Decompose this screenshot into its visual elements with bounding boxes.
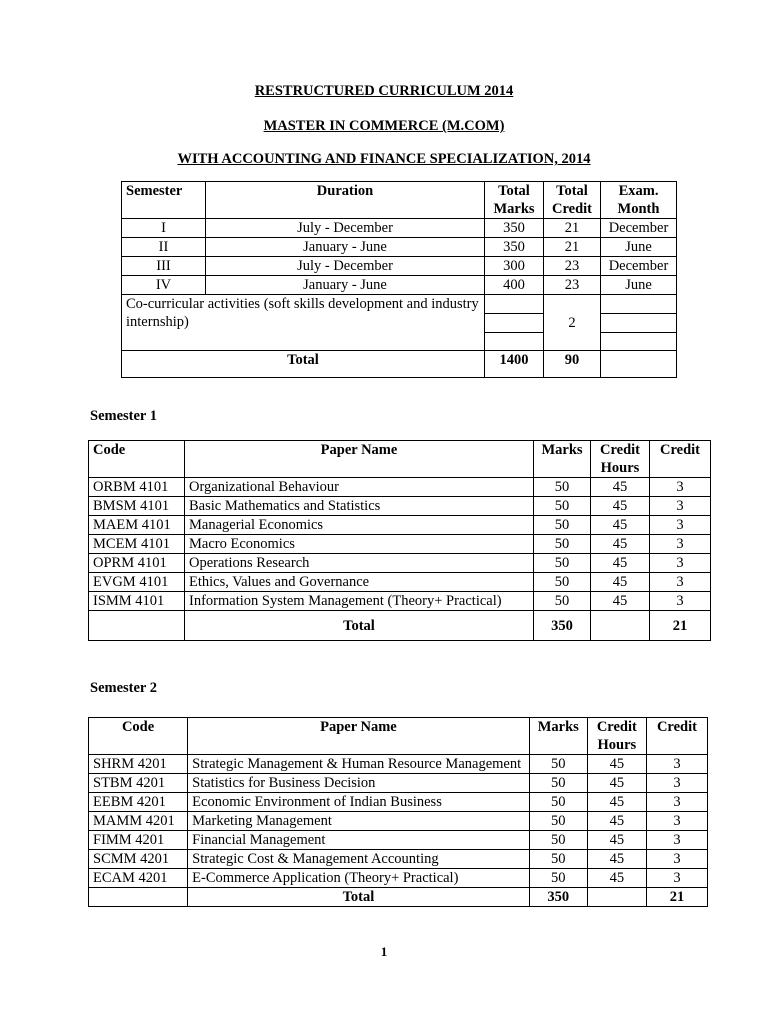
- credit-cell: 3: [646, 831, 707, 850]
- paper-name-cell: Strategic Management & Human Resource Management: [188, 755, 530, 774]
- empty-cell: [485, 295, 544, 314]
- table-row: [122, 238, 677, 257]
- semester-2-header-row: [89, 718, 708, 755]
- marks-cell: 50: [529, 755, 587, 774]
- table-row: [89, 535, 711, 554]
- hours-cell: 45: [587, 793, 646, 812]
- empty-cell: [485, 333, 544, 351]
- credit-cell: 3: [646, 793, 707, 812]
- credit-cell: 3: [646, 869, 707, 888]
- code-cell: ISMM 4101: [89, 592, 185, 611]
- marks-cell: 50: [534, 573, 591, 592]
- header-paper-name: Paper Name: [185, 441, 534, 478]
- hours-cell: 45: [587, 869, 646, 888]
- empty-cell: [601, 333, 677, 351]
- marks-cell: 400: [485, 276, 544, 295]
- hours-cell: 45: [587, 755, 646, 774]
- marks-cell: 350: [485, 219, 544, 238]
- semester-1-label: Semester 1: [90, 408, 157, 424]
- credit-cell: 3: [646, 812, 707, 831]
- semester-1-total-row: [89, 611, 711, 641]
- empty-cell: [591, 611, 650, 641]
- marks-cell: 50: [534, 497, 591, 516]
- hours-cell: 45: [591, 535, 650, 554]
- code-cell: ORBM 4101: [89, 478, 185, 497]
- total-credit: 21: [646, 888, 707, 907]
- paper-name-cell: Macro Economics: [185, 535, 534, 554]
- paper-name-cell: Ethics, Values and Governance: [185, 573, 534, 592]
- paper-name-cell: Strategic Cost & Management Accounting: [188, 850, 530, 869]
- table-row: [89, 831, 708, 850]
- marks-cell: 300: [485, 257, 544, 276]
- code-cell: EEBM 4201: [89, 793, 188, 812]
- code-cell: OPRM 4101: [89, 554, 185, 573]
- table-row: [89, 592, 711, 611]
- header-exam-month: Exam. Month: [601, 182, 677, 219]
- header-credit: Credit: [650, 441, 711, 478]
- duration-cell: January - June: [206, 238, 485, 257]
- credit-cell: 3: [650, 478, 711, 497]
- table-row: [89, 812, 708, 831]
- code-cell: MAEM 4101: [89, 516, 185, 535]
- credit-cell: 3: [650, 573, 711, 592]
- header-total-marks: Total Marks: [485, 182, 544, 219]
- cocurricular-label: Co-curricular activities (soft skills development and industry internship): [122, 295, 485, 351]
- code-cell: STBM 4201: [89, 774, 188, 793]
- hours-cell: 45: [591, 554, 650, 573]
- marks-cell: 50: [534, 554, 591, 573]
- semester-cell: I: [122, 219, 206, 238]
- code-cell: MCEM 4101: [89, 535, 185, 554]
- table-row: [89, 774, 708, 793]
- table-row: [89, 554, 711, 573]
- summary-total-row: [122, 351, 677, 378]
- paper-name-cell: Statistics for Business Decision: [188, 774, 530, 793]
- cocurricular-credit: 2: [544, 295, 601, 351]
- empty-cell: [89, 888, 188, 907]
- table-row: [89, 497, 711, 516]
- duration-cell: July - December: [206, 219, 485, 238]
- semester-2-label: Semester 2: [90, 680, 157, 696]
- code-cell: SHRM 4201: [89, 755, 188, 774]
- hours-cell: 45: [587, 812, 646, 831]
- empty-cell: [601, 351, 677, 378]
- hours-cell: 45: [591, 516, 650, 535]
- marks-cell: 50: [529, 869, 587, 888]
- table-row: [89, 793, 708, 812]
- header-code: Code: [89, 441, 185, 478]
- credit-cell: 23: [544, 276, 601, 295]
- marks-cell: 50: [529, 812, 587, 831]
- hours-cell: 45: [591, 592, 650, 611]
- credit-cell: 3: [650, 535, 711, 554]
- paper-name-cell: Operations Research: [185, 554, 534, 573]
- table-row: [89, 869, 708, 888]
- cocurricular-row: [122, 295, 677, 314]
- credit-cell: 3: [650, 592, 711, 611]
- paper-name-cell: E-Commerce Application (Theory+ Practical): [188, 869, 530, 888]
- total-credit: 90: [544, 351, 601, 378]
- total-label: Total: [188, 888, 530, 907]
- credit-cell: 3: [650, 497, 711, 516]
- specialization-title: WITH ACCOUNTING AND FINANCE SPECIALIZATION, 2014: [177, 151, 591, 167]
- semester-cell: III: [122, 257, 206, 276]
- total-credit: 21: [650, 611, 711, 641]
- header-credit-hours: Credit Hours: [591, 441, 650, 478]
- hours-cell: 45: [591, 478, 650, 497]
- paper-name-cell: Marketing Management: [188, 812, 530, 831]
- credit-cell: 3: [650, 554, 711, 573]
- table-row: [122, 219, 677, 238]
- paper-name-cell: Economic Environment of Indian Business: [188, 793, 530, 812]
- month-cell: June: [601, 238, 677, 257]
- header-total-credit: Total Credit: [544, 182, 601, 219]
- month-cell: December: [601, 219, 677, 238]
- empty-cell: [587, 888, 646, 907]
- code-cell: MAMM 4201: [89, 812, 188, 831]
- header-semester: Semester: [122, 182, 206, 219]
- table-row: [89, 755, 708, 774]
- paper-name-cell: Basic Mathematics and Statistics: [185, 497, 534, 516]
- header-duration: Duration: [206, 182, 485, 219]
- header-paper-name: Paper Name: [188, 718, 530, 755]
- table-row: [89, 478, 711, 497]
- hours-cell: 45: [591, 497, 650, 516]
- hours-cell: 45: [587, 831, 646, 850]
- hours-cell: 45: [587, 850, 646, 869]
- semester-2-total-row: [89, 888, 708, 907]
- marks-cell: 50: [534, 478, 591, 497]
- marks-cell: 50: [529, 831, 587, 850]
- curriculum-title: RESTRUCTURED CURRICULUM 2014: [254, 83, 514, 99]
- table-row: [122, 257, 677, 276]
- page-number: 1: [380, 944, 388, 959]
- duration-cell: January - June: [206, 276, 485, 295]
- marks-cell: 50: [529, 793, 587, 812]
- summary-header-row: [122, 182, 677, 219]
- header-code: Code: [89, 718, 188, 755]
- month-cell: December: [601, 257, 677, 276]
- month-cell: June: [601, 276, 677, 295]
- total-marks: 350: [534, 611, 591, 641]
- semester-cell: IV: [122, 276, 206, 295]
- marks-cell: 50: [529, 850, 587, 869]
- degree-title: MASTER IN COMMERCE (M.COM): [263, 118, 505, 134]
- header-marks: Marks: [529, 718, 587, 755]
- total-label: Total: [122, 351, 485, 378]
- code-cell: EVGM 4101: [89, 573, 185, 592]
- table-row: [89, 516, 711, 535]
- duration-cell: July - December: [206, 257, 485, 276]
- empty-cell: [485, 314, 544, 333]
- table-row: [122, 276, 677, 295]
- code-cell: SCMM 4201: [89, 850, 188, 869]
- semester-cell: II: [122, 238, 206, 257]
- semester-1-table: [88, 440, 711, 641]
- hours-cell: 45: [591, 573, 650, 592]
- credit-cell: 3: [646, 850, 707, 869]
- code-cell: BMSM 4101: [89, 497, 185, 516]
- empty-cell: [601, 314, 677, 333]
- summary-table: [121, 181, 677, 378]
- credit-cell: 3: [650, 516, 711, 535]
- total-marks: 1400: [485, 351, 544, 378]
- empty-cell: [89, 611, 185, 641]
- marks-cell: 350: [485, 238, 544, 257]
- semester-1-header-row: [89, 441, 711, 478]
- marks-cell: 50: [529, 774, 587, 793]
- paper-name-cell: Managerial Economics: [185, 516, 534, 535]
- marks-cell: 50: [534, 516, 591, 535]
- credit-cell: 3: [646, 755, 707, 774]
- paper-name-cell: Information System Management (Theory+ Practical): [185, 592, 534, 611]
- table-row: [89, 850, 708, 869]
- credit-cell: 23: [544, 257, 601, 276]
- credit-cell: 21: [544, 219, 601, 238]
- semester-2-table: [88, 717, 708, 907]
- code-cell: ECAM 4201: [89, 869, 188, 888]
- hours-cell: 45: [587, 774, 646, 793]
- code-cell: FIMM 4201: [89, 831, 188, 850]
- paper-name-cell: Organizational Behaviour: [185, 478, 534, 497]
- credit-cell: 3: [646, 774, 707, 793]
- empty-cell: [601, 295, 677, 314]
- header-credit-hours: Credit Hours: [587, 718, 646, 755]
- paper-name-cell: Financial Management: [188, 831, 530, 850]
- total-marks: 350: [529, 888, 587, 907]
- marks-cell: 50: [534, 535, 591, 554]
- marks-cell: 50: [534, 592, 591, 611]
- table-row: [89, 573, 711, 592]
- header-credit: Credit: [646, 718, 707, 755]
- header-marks: Marks: [534, 441, 591, 478]
- credit-cell: 21: [544, 238, 601, 257]
- total-label: Total: [185, 611, 534, 641]
